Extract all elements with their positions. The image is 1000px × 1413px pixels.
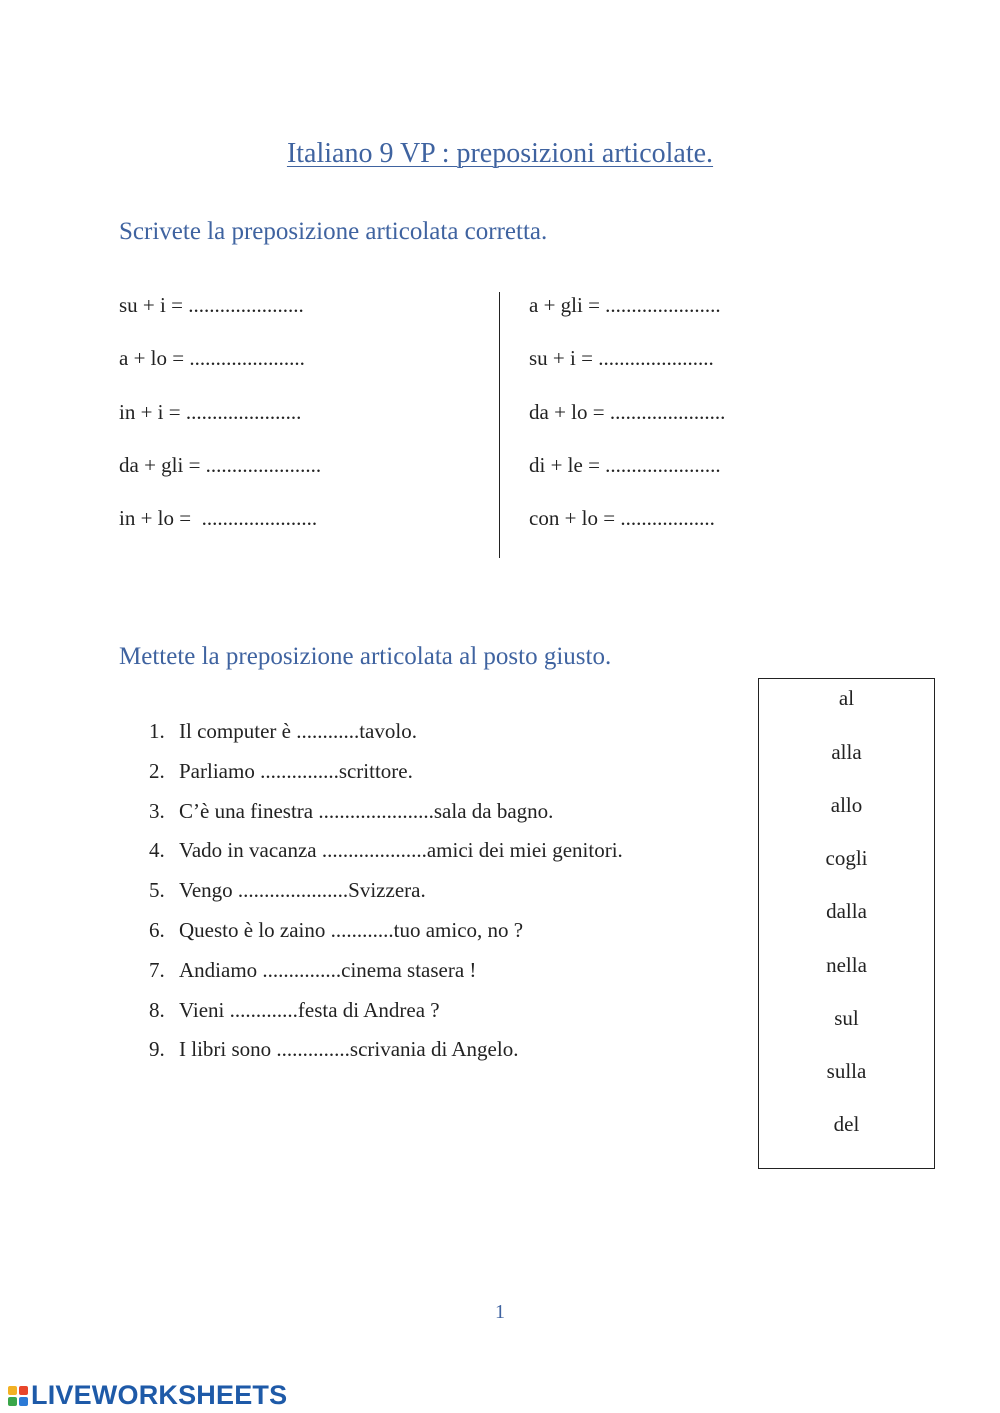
page-number: 1 [495,1301,505,1323]
exercise1-item: da + gli = ...................... [119,453,322,477]
sentence-number: 5. [149,878,165,903]
word-bank-item: sul [834,1006,859,1030]
logo-tile-green [8,1397,17,1406]
column-divider [499,292,500,558]
exercise1-item: da + lo = ...................... [529,400,726,424]
liveworksheets-logo-icon [8,1386,28,1406]
sentence-number: 8. [149,997,165,1022]
exercise1-item: in + lo = ...................... [119,506,318,530]
sentence-number: 2. [149,758,165,783]
word-bank-item: allo [830,793,863,817]
sentence-number: 1. [149,719,165,743]
sentence-item [149,995,623,1035]
sentence-text: Vengo .....................Svizzera. [179,878,426,903]
sentence-list [149,716,623,1074]
exercise1-item: di + le = ...................... [529,453,721,477]
sentence-number: 7. [149,957,165,982]
word-bank-item: cogli [825,846,868,870]
liveworksheets-brand[interactable] [8,1380,287,1411]
sentence-item [149,796,623,836]
sentence-item [149,835,623,875]
word-bank-item: del [833,1112,860,1136]
exercise1-item: a + lo = ...................... [119,346,305,370]
exercise1-item: con + lo = .................. [529,506,715,530]
sentence-text: Parliamo ...............scrittore. [179,758,413,783]
exercise1-item: su + i = ...................... [529,346,714,370]
sentence-text: C’è una finestra ......................sala da bagno. [179,798,554,823]
sentence-item [149,955,623,995]
word-bank-item: dalla [826,899,867,923]
word-bank-item: sulla [826,1059,867,1083]
sentence-text: Andiamo ...............cinema stasera ! [179,957,477,982]
logo-tile-yellow [8,1386,17,1395]
exercise1-item: su + i = ...................... [119,293,304,317]
sentence-text: Vado in vacanza ....................amici dei miei genitori. [179,838,623,863]
sentence-item [149,1034,623,1074]
logo-tile-red [19,1386,28,1395]
sentence-item [149,756,623,796]
word-bank-item: alla [831,740,862,764]
brand-name: LIVEWORKSHEETS [31,1380,288,1410]
sentence-item [149,716,623,756]
sentence-number: 4. [149,838,165,863]
sentence-number: 6. [149,917,165,942]
sentence-item [149,915,623,955]
sentence-text: Il computer è ............tavolo. [179,719,417,743]
word-bank-item: nella [826,953,867,977]
logo-tile-blue [19,1397,28,1406]
exercise1-heading: Scrivete la preposizione articolata corretta. [119,218,548,245]
sentence-text: Vieni .............festa di Andrea ? [179,997,440,1022]
word-bank-box [758,678,935,1169]
sentence-item [149,875,623,915]
page-title: Italiano 9 VP : preposizioni articolate. [286,138,714,169]
sentence-text: I libri sono ..............scrivania di Angelo. [179,1037,519,1062]
sentence-text: Questo è lo zaino ............tuo amico, no ? [179,917,524,942]
exercise2-heading: Mettete la preposizione articolata al posto giusto. [119,643,612,670]
exercise1-item: a + gli = ...................... [529,293,721,317]
exercise1-item: in + i = ...................... [119,400,302,424]
sentence-number: 9. [149,1037,165,1062]
word-bank-item: al [838,686,855,710]
sentence-number: 3. [149,798,165,823]
